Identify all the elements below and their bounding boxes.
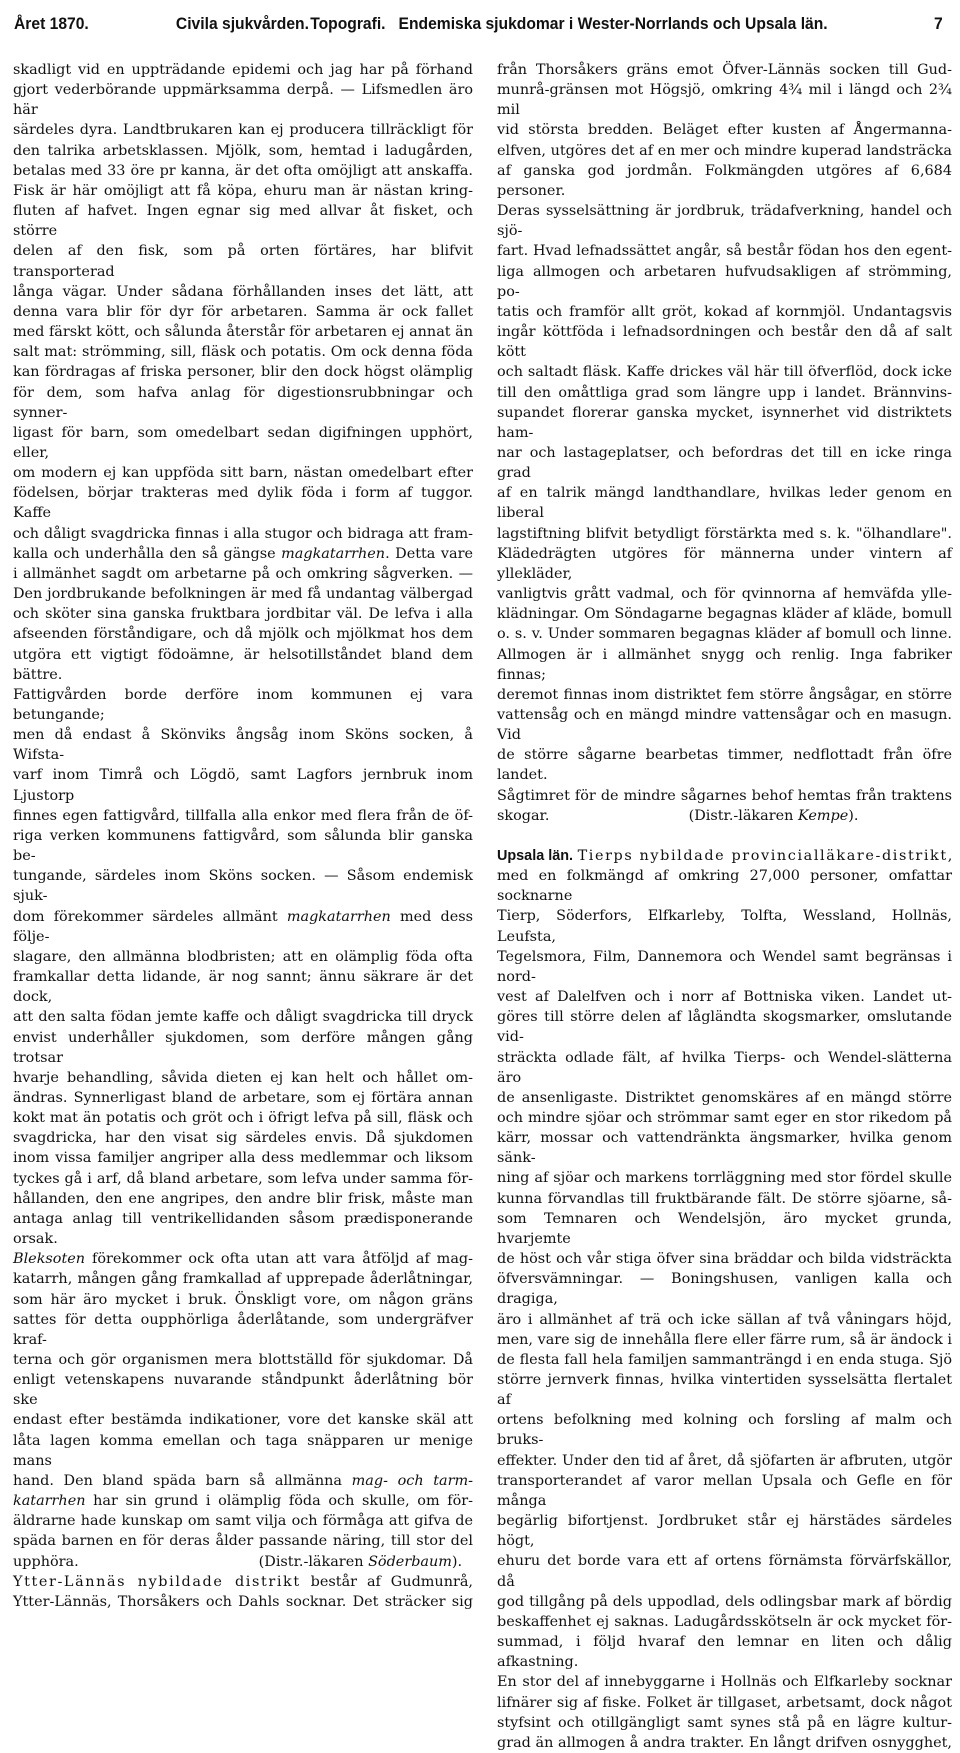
text-line: vanligtvis grått vadmal, och för qvinnorna af hemväfda ylle-: [497, 586, 952, 603]
text-line: Sågtimret för de mindre sågarnes behof hemtas från traktens: [497, 787, 952, 804]
text-line: hållanden, den ene angripes, den andre blir frisk, måste man: [13, 1190, 473, 1207]
text-line: En stor del af innebyggarne i Hollnäs och Elfkarleby socknar: [497, 1674, 952, 1691]
text-line: de ansenligaste. Distriktet genomskäres af en mängd större: [497, 1089, 952, 1106]
text-line: liga allmogen och arbetaren hufvudsakligen af strömming, po-: [497, 263, 952, 300]
text-line: och mindre sjöar och strömmar samt eger en stor rikedom på: [497, 1109, 952, 1126]
text-line: födelsen, börjar trakteras med dylik föda i form af tuggor. Kaffe: [13, 485, 473, 522]
text-line: afseenden förståndigare, och då mjölk och mjölkmat hos dem: [13, 626, 473, 643]
text-line: sattes för detta oupphörliga åderlåtande, som undergräfver kraf-: [13, 1311, 473, 1348]
text-line: antaga anlag till ventrikellidanden såsom prædisponerande orsak.: [13, 1210, 473, 1248]
text-line: munrå-gränsen mot Högsjö, omkring 4¾ mil i längd och 2¾ mil: [497, 82, 952, 119]
page-number: 7: [934, 14, 943, 33]
text-line: Fattigvården borde derföre inom kommunen ej vara betungande;: [13, 686, 473, 723]
text-line: med en folkmängd af omkring 27,000 personer, omfattar socknarne: [497, 868, 952, 905]
text-line: äro i allmänhet af trä och icke sällan af två våningars höjd,: [497, 1311, 952, 1328]
text-line: transporterandet af varor mellan Upsala och Gefle en för många: [497, 1472, 952, 1509]
text-line: af en talrik mängd landthandlare, hvilkas leder genom en liberal: [497, 485, 952, 522]
signoff-skogar: skogar.: [497, 807, 550, 824]
text-line: de större sågarne bearbetas timmer, nedflottadt från öfre landet.: [497, 747, 952, 784]
text-line: låta lagen komma emellan och taga snäpparen ur menige mans: [13, 1432, 473, 1469]
text-line: Tierp, Söderfors, Elfkarleby, Tolfta, Wessland, Hollnäs, Leufsta,: [497, 908, 952, 945]
text-line: Klädedrägten utgöres för männerna under vintern af yllekläder,: [497, 545, 952, 582]
text-line: effekter. Under den tid af året, då sjöfarten är afbruten, utgör: [497, 1452, 952, 1469]
text-line: deremot finnas inom distriktet fem större ångsågar, en större: [497, 686, 952, 703]
text-line: slagare, den allmänna blodbristen; att en olämplig föda ofta: [13, 948, 473, 965]
text-line: riga verken kommunens fattigvård, som sålunda blir ganska be-: [13, 827, 473, 865]
ytter-lannas-district: nybildade distrikt: [126, 1573, 301, 1590]
text-line: svagdricka, har den visat sig särdeles envis. Då sjukdomen: [13, 1130, 473, 1147]
text-line: betalas med 33 öre pr kanna, är det ofta omöjligt att anskaffa.: [13, 162, 473, 179]
text-line: Fisk är här omöjligt att få köpa, ehuru man är nästan kring-: [13, 182, 473, 199]
header-year: Året 1870.: [14, 14, 89, 33]
text-line: beskaffenhet ej saknas. Ladugårdsskötseln är ock mycket för-: [497, 1613, 952, 1630]
text-line: framkallar detta lidande, är nog sannt; ännu säkrare är det dock,: [13, 969, 473, 1006]
text-line: fart. Hvad lefnadssättet angår, så består födan hos den egent-: [497, 243, 952, 260]
upsala-body-text: [497, 866, 952, 1753]
text-line: endast efter bestämda indikationer, vore det kanske skäl att: [13, 1412, 473, 1429]
text-line: Den jordbrukande befolkningen är med få undantag välbergad: [13, 586, 473, 603]
text-line: af ganska god jordmån. Folkmängden utgöres af 6,684 personer.: [497, 162, 952, 199]
text-line: kunna förvandlas till fruktbärande fält. De större sjöarne, så-: [497, 1190, 952, 1207]
text-line: kalla och underhålla den så gängse magkatarrhen. Detta vare: [13, 545, 473, 562]
text-line: envist underhåller sjukdomen, som derföre mången gång trotsar: [13, 1029, 473, 1066]
text-line: att den salta födan jemte kaffe och dåligt svagdricka till dryck: [13, 1009, 473, 1026]
text-line: varf inom Timrå och Lögdö, samt Lagfors jernbruk inom Ljustorp: [13, 767, 473, 804]
text-line: och sköter sina ganska fruktbara jordbitar väl. De lefva i alla: [13, 606, 473, 623]
left-body-text: [13, 60, 473, 1612]
text-line: denna vara blir för dyr för arbetaren. Samma är ock fallet: [13, 303, 473, 320]
text-line: upphöra.: [13, 1553, 79, 1570]
text-line: som här äro mycket i bruk. Önskligt vore, om någon gräns: [13, 1291, 473, 1308]
text-line: nar och lastageplatser, och befordras det till en icke ringa grad: [497, 444, 952, 482]
text-line: katarrhen har sin grund i olämplig föda och skulle, om för-: [13, 1493, 473, 1510]
text-line: öfversvämningar. — Boningshusen, vanligen kalla och dragiga,: [497, 1271, 952, 1308]
left-column: [13, 60, 473, 1612]
text-line: hvarje behandling, såvida dieten ej kan helt och hållet om-: [13, 1069, 473, 1086]
text-line: ning af sjöar och markens torrläggning med stor fördel skulle: [497, 1170, 952, 1187]
text-line: o. s. v. Under sommaren begagnas kläder af bomull och linne.: [497, 626, 952, 643]
text-line: Ytter-Lännäs, Thorsåkers och Dahls socknar. Det sträcker sig: [13, 1593, 473, 1610]
text-line: ortens befolkning med kolning och forsling af malm och bruks-: [497, 1412, 952, 1449]
text-line: vid största bredden. Beläget efter kusten af Ångermanna-: [497, 122, 952, 139]
text-line: kan fördragas af friska personer, blir den dock högst olämplig: [13, 364, 473, 381]
running-header: [14, 14, 943, 48]
text-line: Bleksoten förekommer ock ofta utan att vara åtföljd af mag-: [13, 1251, 473, 1268]
text-line: klädningar. Om Söndagarne begagnas kläder af kläde, bomull: [497, 606, 952, 623]
text-line: elfven, utgöres det af en mer och mindre kuperad landsträcka: [497, 142, 952, 159]
text-line: supandet florerar ganska mycket, isynnerhet vid distriktets ham-: [497, 404, 952, 441]
right-column: [497, 60, 952, 1753]
text-line: finnes egen fattigvård, tillfalla alla enkor med flera från de öf-: [13, 807, 473, 824]
text-line: delen af den fisk, som på orten förtäres, har blifvit transporterad: [13, 243, 473, 280]
text-line: salt mat: strömming, sill, fläsk och potatis. Om ock denna föda: [13, 344, 473, 361]
header-subtitle: Endemiska sjukdomar i Wester-Norrlands och Upsala län.: [398, 14, 828, 33]
text-line: äldrarne hade kunskap om samt vilja och förmåga att gifva de: [13, 1513, 473, 1530]
kempe-signoff-line: [497, 806, 952, 826]
right-body-text: [497, 60, 952, 806]
text-line: begärlig bifortjenst. Jordbruket står ej härstädes särdeles högt,: [497, 1513, 952, 1550]
text-line: katarrh, mången gång framkallad af upprepade åderlåtningar,: [13, 1271, 473, 1288]
text-line: ehuru det borde vara ett af ortens förnämsta förvärfskällor, då: [497, 1553, 952, 1590]
text-line: om modern ej kan uppföda sitt barn, nästan omedelbart efter: [13, 465, 473, 482]
soderbaum-signoff-line: [13, 1552, 473, 1572]
text-line: som Temnaren och Wendelsjön, äro mycket grunda, hvarjemte: [497, 1210, 952, 1247]
text-line: långa vägar. Under sådana förhållanden inses det lätt, att: [13, 283, 473, 300]
text-line: vest af Dalelfven och i norr af Bottniska viken. Landet ut-: [497, 989, 952, 1006]
text-line: gjort vederbörande uppmärksamma derpå. — Lifsmedlen äro här: [13, 82, 473, 119]
text-line: kokt mat än potatis och gröt och i öfrigt lefva på sill, fläsk och: [13, 1110, 473, 1127]
text-line: ändras. Synnerligast bland de arbetare, som ej förtära annan: [13, 1089, 473, 1106]
text-line: men då endast å Skönviks ångsåg inom Sköns socken, å Wifsta-: [13, 727, 473, 764]
text-line: för dem, som hafva anlag för digestionsrubbningar och synner-: [13, 384, 473, 421]
text-line: större jernverk finnas, hvilka vintertiden sysselsätta flertalet af: [497, 1372, 952, 1409]
text-line: späda barnen en för deras ålder passande näring, till stor del: [13, 1533, 473, 1550]
text-line: göres till större delen af lågländta skogsmarker, omslutande vid-: [497, 1009, 952, 1046]
text-line: från Thorsåkers gräns emot Öfver-Lännäs socken till Gud-: [497, 62, 952, 78]
text-line: tyckes gå i arf, då bland arbetare, som lefva under samma för-: [13, 1170, 473, 1187]
text-line: i allmänhet sagdt om arbetarne på och omkring sågverken. —: [13, 565, 473, 582]
text-line: Allmogen är i allmänhet snygg och renlig. Inga fabriker finnas;: [497, 646, 952, 683]
text-line: styfsint och otillgängligt samt synes stå på en lägre kultur-: [497, 1714, 952, 1731]
text-line: terna och gör organismen mera blottställd för sjukdomar. Då: [13, 1352, 473, 1368]
text-line: ingår köttföda i lefnadsordningen och består den då af salt kött: [497, 324, 952, 361]
text-line: tungande, särdeles inom Sköns socken. — Såsom endemisk sjuk-: [13, 868, 473, 905]
text-line: de höst och vår stiga öfver sina bräddar och bilda vidsträckta: [497, 1251, 952, 1268]
header-topic: Topografi.: [310, 14, 386, 33]
text-line: Deras sysselsättning är jordbruk, trädafverkning, handel och sjö-: [497, 203, 952, 240]
text-line: sträckta odlade fält, af hvilka Tierps- och Wendel-slätterna äro: [497, 1049, 952, 1086]
text-line: men, vare sig de innehålla flere eller färre rum, så är ändock i: [497, 1331, 952, 1348]
text-line: enligt vetenskapens nuvarande ståndpunkt åderlåtning bör ske: [13, 1372, 473, 1409]
text-line: den talrika arbetsklassen. Mjölk, som, hemtad i ladugården,: [13, 142, 473, 159]
kempe-signoff: (Distr.-läkaren Kempe).: [688, 807, 859, 824]
text-line: utgöra ett vigtigt födoämne, är helsotillståndet bland dem bättre.: [13, 646, 473, 683]
text-line: kärr, mossar och vattendränkta ängsmarker, hvilka genom sänk-: [497, 1130, 952, 1167]
upsala-district-title: Tierps nybildade provincialläkare-distrikt,: [577, 847, 954, 864]
text-line: särdeles dyra. Landtbrukaren kan ej producera tillräckligt för: [13, 122, 473, 139]
ytter-lannas-heading: Ytter-Lännäs: [13, 1573, 127, 1590]
text-line: med färskt kött, och sålunda återstår för arbetaren ej annat än: [13, 324, 473, 341]
text-line: vattensåg och en mängd mindre vattensågar och en masugn. Vid: [497, 707, 952, 744]
text-line: lagstiftning blifvit betydligt förstärkta med s. k. "ölhandlare".: [497, 525, 952, 542]
text-line: Ytter-Lännäs nybildade distrikt består af Gudmunrå,: [13, 1573, 473, 1590]
text-line: ligast för barn, som omedelbart sedan digifningen upphört, eller,: [13, 424, 473, 461]
text-line: god tillgång på dels uppodlad, dels odlingsbar mark af bördig: [497, 1593, 952, 1610]
text-line: fluten af hafvet. Ingen egnar sig med allvar åt fisket, och större: [13, 203, 473, 240]
text-line: Tegelsmora, Film, Dannemora och Wendel samt begränsas i nord-: [497, 948, 952, 985]
header-section: Civila sjukvården.: [175, 14, 309, 33]
text-line: summad, i följd hvaraf den lemnar en liten och dålig afkastning.: [497, 1634, 952, 1671]
text-line: de flesta fall hela familjen sammanträngd i en enda stuga. Sjö: [497, 1351, 952, 1368]
text-line: och dåligt svagdricka finnas i alla stugor och bidraga att fram-: [13, 525, 473, 542]
text-line: inom vissa familjer angriper alla dess medlemmar och liksom: [13, 1150, 473, 1167]
text-line: hand. Den bland späda barn så allmänna mag- och tarm-: [13, 1472, 473, 1489]
text-line: till den omåttliga grad som längre upp i landet. Brännvins-: [497, 384, 952, 401]
upsala-heading-line: [497, 846, 952, 866]
soderbaum-signoff: (Distr.-läkaren Söderbaum).: [258, 1553, 463, 1570]
text-line: lifnärer sig af fiske. Folket är tillgaset, arbetsamt, dock något: [497, 1694, 952, 1711]
text-line: och saltadt fläsk. Kaffe drickes väl här till öfverflöd, dock icke: [497, 364, 952, 381]
text-line: skadligt vid en uppträdande epidemi och jag har på förhand: [13, 62, 473, 78]
upsala-heading: Upsala län.: [497, 847, 573, 864]
text-line: tatis och framför allt gröt, kokad af kornmjöl. Undantagsvis: [497, 303, 952, 320]
text-line: dom förekommer särdeles allmänt magkatarrhen med dess följe-: [13, 908, 473, 945]
text-line: grad än allmogen å andra trakter. En långt drifven osnygghet,: [497, 1734, 952, 1751]
